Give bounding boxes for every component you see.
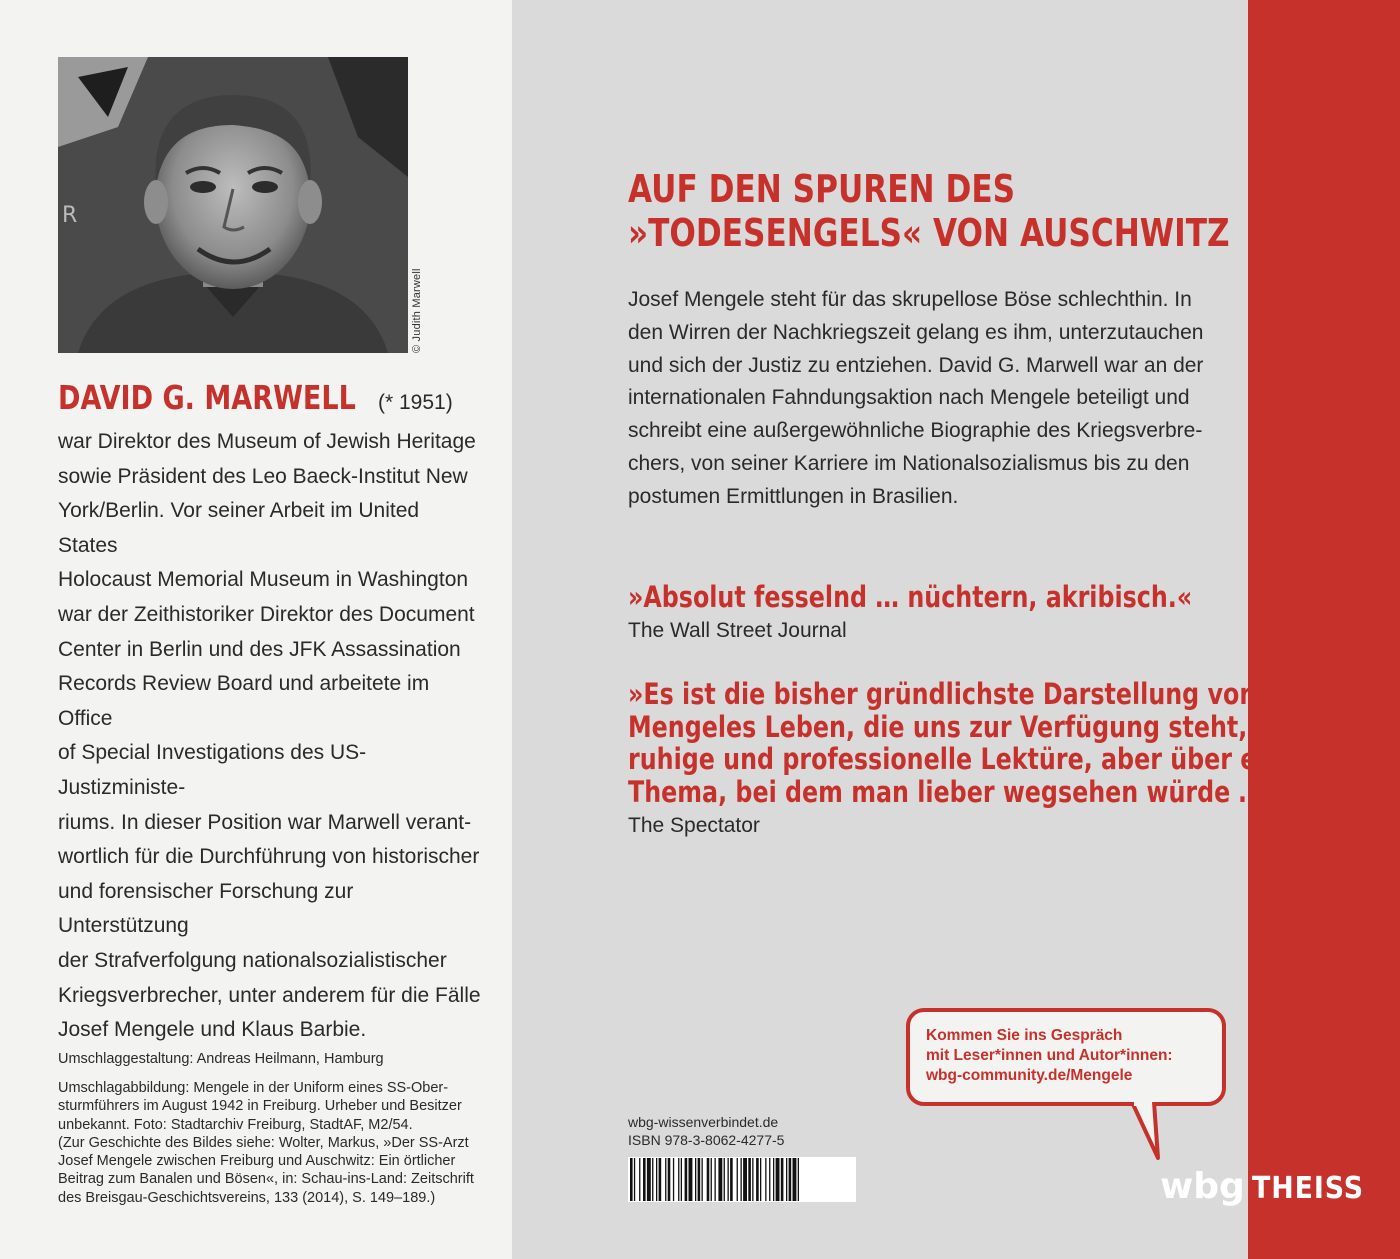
barcode-bar — [668, 1158, 671, 1201]
bubble-link: wbg-community.de/Mengele — [926, 1067, 1133, 1084]
logo-theiss: THEISS — [1252, 1171, 1364, 1206]
cover-design-credit: Umschlaggestaltung: Andreas Heilmann, Hamburg — [58, 1051, 384, 1067]
cover-image-credit — [58, 1079, 488, 1207]
isbn: ISBN 978-3-8062-4277-5 — [628, 1132, 785, 1148]
quote-source: The Spectator — [628, 814, 760, 837]
author-photo — [58, 57, 408, 353]
barcode-bar — [773, 1158, 774, 1201]
barcode-bar — [685, 1158, 688, 1201]
bio-line: und forensischer Forschung zur Unterstützung — [58, 879, 354, 938]
red-spine-strip — [1248, 0, 1400, 1259]
press-quote — [628, 678, 1313, 808]
bio-line: Records Review Board und arbeitete im Office — [58, 672, 430, 730]
credit-line: Josef Mengele zwischen Freiburg und Auschwitz: Ein örtlicher — [58, 1153, 456, 1170]
bio-line: of Special Investigations des US-Justizministe- — [58, 741, 367, 799]
barcode-bar — [630, 1158, 633, 1201]
quote-line: ruhige und professionelle Lektüre, aber über ein — [628, 742, 1282, 776]
credit-line: des Breisgau-Geschichtsvereins, 133 (2014), S. 149–189.) — [58, 1189, 436, 1206]
barcode-bar — [730, 1158, 733, 1201]
headline — [628, 167, 1230, 255]
barcode-bar — [689, 1158, 693, 1201]
blurb-line: internationalen Fahndungsaktion nach Mengele beteiligt und — [628, 386, 1190, 410]
quote-line: »Absolut fesselnd … nüchtern, akribisch.« — [628, 580, 1193, 614]
wbg-theiss-logo — [1160, 1162, 1370, 1210]
bio-line: Holocaust Memorial Museum in Washington — [58, 568, 469, 592]
barcode-bar — [789, 1158, 792, 1201]
barcode-bar — [724, 1158, 725, 1201]
barcode-bar — [760, 1158, 761, 1201]
blurb-line: und sich der Justiz zu entziehen. David G. Marwell war an der — [628, 353, 1204, 377]
press-quote — [628, 581, 1192, 614]
bio-line: Kriegsverbrecher, unter anderem für die Fälle — [58, 983, 481, 1007]
barcode-bar — [678, 1158, 679, 1201]
barcode-bar — [798, 1158, 799, 1201]
author-birth-year: (* 1951) — [378, 391, 453, 414]
quote-line: Mengeles Leben, die uns zur Verfügung steht, eine — [628, 709, 1313, 744]
barcode-bar — [765, 1158, 766, 1201]
blurb — [628, 284, 1228, 514]
barcode-bar — [793, 1158, 797, 1201]
barcode-bar — [756, 1158, 759, 1201]
barcode-bar — [681, 1158, 682, 1201]
barcode-bar — [643, 1158, 646, 1201]
credit-line: unbekannt. Foto: Stadtarchiv Freiburg, StadtAF, M2/54. — [58, 1116, 413, 1133]
headline-line: »TODESENGELS« VON AUSCHWITZ — [628, 211, 1230, 255]
publisher-website: wbg-wissenverbindet.de — [628, 1114, 779, 1130]
blurb-line: chers, von seiner Karriere im Nationalsozialismus bis zu den — [628, 451, 1190, 475]
blurb-line: den Wirren der Nachkriegszeit gelang es ihm, unterzutauchen — [628, 320, 1204, 344]
bio-line: der Strafverfolgung nationalsozialistischer — [58, 948, 447, 972]
bio-line: riums. In dieser Position war Marwell verant- — [58, 810, 472, 834]
credit-line: Beitrag zum Banalen und Bösen«, in: Schau-ins-Land: Zeitschrift — [58, 1171, 474, 1188]
barcode-bar — [659, 1158, 662, 1201]
barcode-bar — [741, 1158, 742, 1201]
barcode-bar — [718, 1158, 722, 1201]
barcode-bar — [652, 1158, 653, 1201]
quote-line: Thema, bei dem man lieber wegsehen würde …« — [628, 774, 1278, 809]
bio-line: war Direktor des Museum of Jewish Heritage — [58, 430, 476, 453]
author-name: DAVID G. MARWELL — [58, 378, 356, 417]
blurb-line: postumen Ermittlungen in Brasilien. — [628, 484, 959, 508]
speech-bubble-tail — [1128, 1102, 1168, 1162]
credit-line: Umschlagabbildung: Mengele in der Uniform eines SS-Ober- — [58, 1080, 449, 1096]
bubble-line: Kommen Sie ins Gespräch — [926, 1027, 1123, 1044]
author-bio — [58, 425, 483, 1048]
barcode-bar — [737, 1158, 738, 1201]
bio-line: sowie Präsident des Leo Baeck-Institut New — [58, 464, 468, 488]
barcode-bar — [702, 1158, 703, 1201]
barcode-bar — [707, 1158, 710, 1201]
barcode-bar — [748, 1158, 751, 1201]
logo-wbg: wbg — [1160, 1166, 1245, 1207]
credit-line: sturmführers im August 1942 in Freiburg. Urheber und Besitzer — [58, 1098, 462, 1115]
barcode-bar — [781, 1158, 784, 1201]
barcode-bar — [752, 1158, 753, 1201]
bubble-line: mit Leser*innen und Autor*innen: — [926, 1047, 1173, 1064]
bio-line: York/Berlin. Vor seiner Arbeit im United States — [58, 499, 420, 557]
barcode-bar — [769, 1158, 770, 1201]
bio-line: war der Zeithistoriker Direktor des Document — [58, 602, 475, 626]
bio-line: wortlich für die Durchführung von historischer — [58, 845, 480, 869]
barcode-bar — [695, 1158, 696, 1201]
quote-line: »Es ist die bisher gründlichste Darstellung von — [628, 677, 1257, 711]
blurb-line: Josef Mengele steht für das skrupellose Böse schlechthin. In — [628, 288, 1192, 311]
barcode — [628, 1157, 856, 1202]
barcode-bar — [639, 1158, 640, 1201]
quote-source: The Wall Street Journal — [628, 619, 847, 642]
barcode-bar — [698, 1158, 701, 1201]
headline-line: AUF DEN SPUREN DES — [628, 167, 1016, 211]
barcode-bar — [776, 1158, 780, 1201]
barcode-bar — [656, 1158, 657, 1201]
barcode-bar — [634, 1158, 635, 1201]
bio-line: Josef Mengele und Klaus Barbie. — [58, 1018, 367, 1042]
bio-line: Center in Berlin und des JFK Assassination — [58, 637, 461, 661]
barcode-bar — [715, 1158, 716, 1201]
barcode-bar — [786, 1158, 787, 1201]
blurb-line: schreibt eine außergewöhnliche Biographie des Kriegsverbre- — [628, 419, 1203, 443]
barcode-bar — [728, 1158, 729, 1201]
barcode-bar — [673, 1158, 674, 1201]
barcode-bar — [743, 1158, 747, 1201]
background-graffiti: R — [62, 203, 78, 228]
photo-credit: © Judith Marwell — [411, 268, 423, 353]
barcode-bar — [665, 1158, 666, 1201]
barcode-bar — [647, 1158, 651, 1201]
community-speech-bubble — [906, 1008, 1226, 1106]
credit-line: (Zur Geschichte des Bildes siehe: Wolter, Markus, »Der SS-Arzt — [58, 1134, 469, 1151]
barcode-bar — [711, 1158, 712, 1201]
